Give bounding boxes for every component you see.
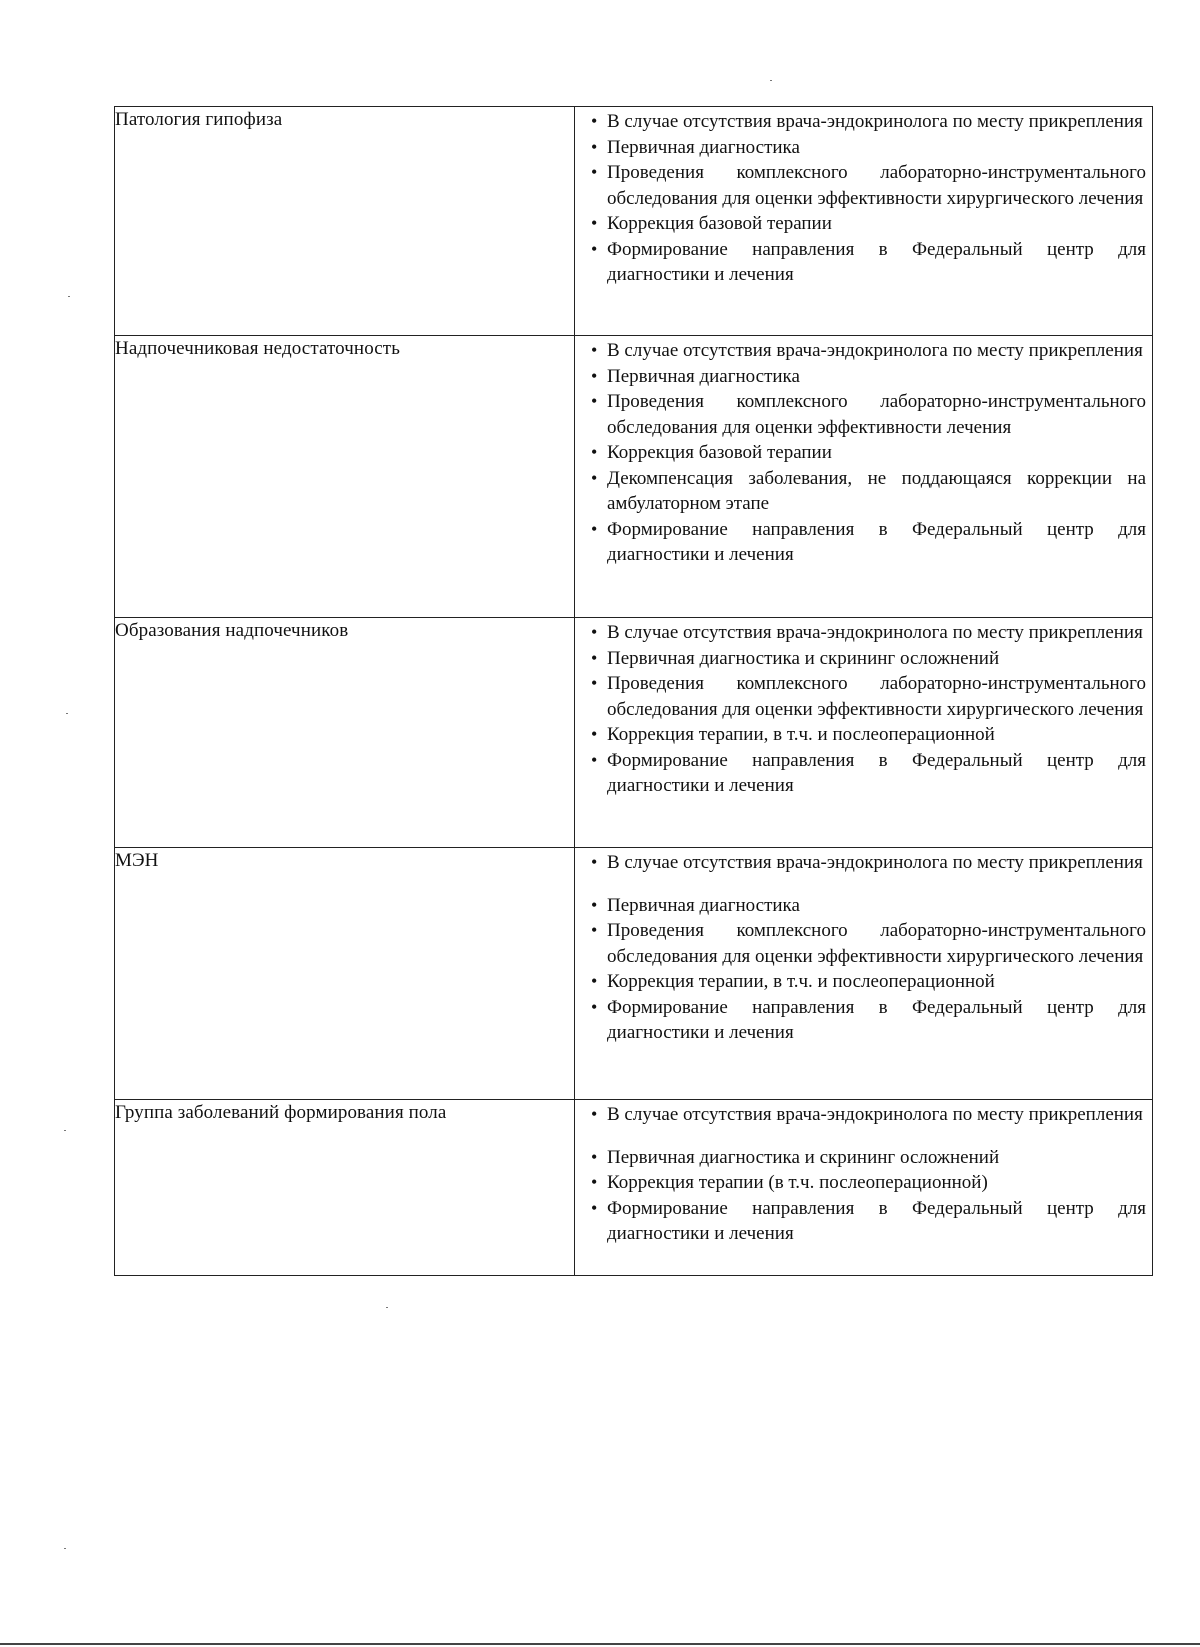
scan-bottom-edge xyxy=(0,1643,1200,1645)
condition-cell xyxy=(115,848,575,1100)
criteria-cell xyxy=(575,107,1153,336)
condition-cell xyxy=(115,1100,575,1276)
criteria-item: • Коррекция базовой терапии xyxy=(607,440,1146,466)
criteria-item: • Первичная диагностика xyxy=(607,893,1146,919)
criteria-item: • Формирование направления в Федеральный центр для диагностики и лечения xyxy=(607,995,1146,1046)
criteria-cell xyxy=(575,848,1153,1100)
condition-label: Патология гипофиза xyxy=(115,109,283,130)
criteria-item: • Проведения комплексного лабораторно-инструментального обследования для оценки эффективности хирургического лечения xyxy=(607,160,1146,211)
criteria-item: • В случае отсутствия врача-эндокринолога по месту прикрепления xyxy=(607,620,1146,646)
condition-cell xyxy=(115,107,575,336)
criteria-item: • Первичная диагностика xyxy=(607,364,1146,390)
scan-speck xyxy=(64,1548,66,1549)
criteria-cell xyxy=(575,1100,1153,1276)
criteria-item: • Первичная диагностика xyxy=(607,135,1146,161)
referral-criteria-table xyxy=(114,106,1153,1276)
criteria-item: • Формирование направления в Федеральный центр для диагностики и лечения xyxy=(607,748,1146,799)
criteria-item: • Коррекция терапии, в т.ч. и послеоперационной xyxy=(607,969,1146,995)
condition-label: Группа заболеваний формирования пола xyxy=(115,1102,447,1123)
scan-speck xyxy=(66,713,68,714)
criteria-list xyxy=(575,848,1152,1046)
criteria-item: • Первичная диагностика и скрининг осложнений xyxy=(607,646,1146,672)
scan-speck xyxy=(770,80,772,81)
scan-speck xyxy=(68,296,70,297)
criteria-item: • Коррекция терапии (в т.ч. послеоперационной) xyxy=(607,1170,1146,1196)
table-row xyxy=(115,618,1153,848)
criteria-list xyxy=(575,618,1152,799)
condition-cell xyxy=(115,336,575,618)
condition-cell xyxy=(115,618,575,848)
scan-speck xyxy=(386,1307,388,1308)
criteria-item: • В случае отсутствия врача-эндокринолога по месту прикрепления xyxy=(607,338,1146,364)
criteria-item: • Декомпенсация заболевания, не поддающаяся коррекции на амбулаторном этапе xyxy=(607,466,1146,517)
criteria-list xyxy=(575,336,1152,568)
criteria-item: • Проведения комплексного лабораторно-инструментального обследования для оценки эффективности лечения xyxy=(607,389,1146,440)
table-row xyxy=(115,1100,1153,1276)
criteria-item: • В случае отсутствия врача-эндокринолога по месту прикрепления xyxy=(607,1102,1146,1128)
criteria-cell xyxy=(575,336,1153,618)
criteria-item: • Формирование направления в Федеральный центр для диагностики и лечения xyxy=(607,237,1146,288)
criteria-item: • В случае отсутствия врача-эндокринолога по месту прикрепления xyxy=(607,850,1146,876)
criteria-item: • Коррекция базовой терапии xyxy=(607,211,1146,237)
criteria-list xyxy=(575,1100,1152,1247)
condition-label: Надпочечниковая недостаточность xyxy=(115,338,400,359)
criteria-item: • Проведения комплексного лабораторно-инструментального обследования для оценки эффективности хирургического лечения xyxy=(607,918,1146,969)
criteria-cell xyxy=(575,618,1153,848)
criteria-item: • Первичная диагностика и скрининг осложнений xyxy=(607,1145,1146,1171)
table-row xyxy=(115,336,1153,618)
criteria-item: • В случае отсутствия врача-эндокринолога по месту прикрепления xyxy=(607,109,1146,135)
criteria-item: • Формирование направления в Федеральный центр для диагностики и лечения xyxy=(607,517,1146,568)
condition-label: МЭН xyxy=(115,850,159,871)
criteria-item: • Проведения комплексного лабораторно-инструментального обследования для оценки эффективности хирургического лечения xyxy=(607,671,1146,722)
criteria-list xyxy=(575,107,1152,288)
table-row xyxy=(115,848,1153,1100)
scan-speck xyxy=(64,1130,66,1131)
criteria-item: • Коррекция терапии, в т.ч. и послеоперационной xyxy=(607,722,1146,748)
condition-label: Образования надпочечников xyxy=(115,620,349,641)
criteria-item: • Формирование направления в Федеральный центр для диагностики и лечения xyxy=(607,1196,1146,1247)
table-row xyxy=(115,107,1153,336)
